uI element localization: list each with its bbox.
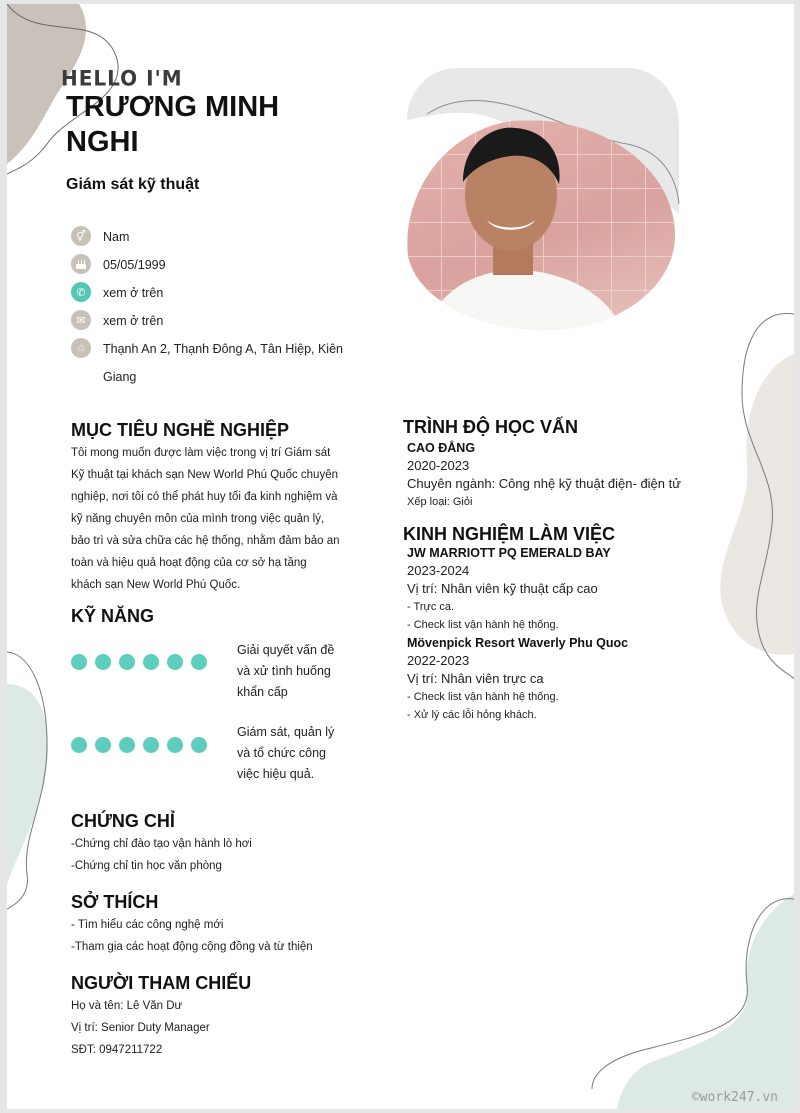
rating-dot (119, 654, 135, 670)
personal-info (71, 226, 361, 394)
education-years: 2020-2023 (407, 458, 470, 473)
info-email: ✉ xem ở trên (71, 310, 361, 332)
rating-dot (191, 654, 207, 670)
info-address: ⌂ Thạnh An 2, Thạnh Đông A, Tân Hiệp, Kiên Giang (71, 338, 361, 388)
job-task: - Trực ca. (407, 601, 455, 613)
rating-dot (191, 737, 207, 753)
rating-dot (167, 737, 183, 753)
full-name: TRƯƠNG MINH NGHI (66, 91, 280, 158)
job-position: Vị trí: Nhân viên kỹ thuật cấp cao (407, 581, 598, 596)
hobbies-title: SỞ THÍCH (71, 892, 159, 912)
skill-label-2: Giám sát, quản lý và tổ chức công việc hiệu quả. (237, 725, 335, 781)
rating-dot (143, 737, 159, 753)
rating-dot (95, 737, 111, 753)
skill-rating-2 (71, 737, 215, 753)
references-title: NGƯỜI THAM CHIẾU (71, 973, 252, 993)
education-title: TRÌNH ĐỘ HỌC VẤN (403, 417, 578, 437)
cv-page (7, 4, 794, 1109)
profile-photo (407, 120, 675, 330)
references-list: Họ và tên: Lê Văn Dư Vị trí: Senior Duty Manager SĐT: 0947211722 (71, 1000, 210, 1056)
home-icon: ⌂ (71, 338, 91, 358)
job-task: - Xử lý các lỗi hỏng khách. (407, 709, 537, 721)
skill-rating-1 (71, 654, 215, 670)
experience-job-2 (407, 634, 767, 724)
job-years: 2023-2024 (407, 563, 470, 578)
job-task: - Check list vận hành hệ thống. (407, 619, 559, 631)
company-name: Mövenpick Resort Waverly Phu Quoc (407, 636, 629, 650)
education-rank: Xếp loại: Giỏi (407, 496, 473, 508)
info-gender: ⚥ Nam (71, 226, 361, 248)
career-goal-text: Tôi mong muốn được làm việc trong vị trí Giám sát Kỹ thuật tại khách sạn New World Phú Quốc chuyên nghiệp, nơi tôi có thể phát huy tối đa kinh nghiệm và kỹ năng chuyên môn của mình trong việc quản lý, bảo trì và sửa chữa các hệ thống, nhằm đảm bảo an toàn và hiệu quả hoạt động của cơ sở hạ tầng khách sạn New World Phú Quốc. (71, 447, 340, 591)
rating-dot (119, 737, 135, 753)
school-level: CAO ĐẲNG (407, 441, 476, 455)
info-birthday: 05/05/1999 (71, 254, 361, 276)
certificates-list: -Chứng chỉ đào tạo vận hành lò hơi -Chứng chỉ tin học văn phòng (71, 838, 252, 872)
birthday-cake-icon (71, 254, 91, 274)
watermark: ©work247.vn (691, 1090, 778, 1105)
rating-dot (143, 654, 159, 670)
skills-title: KỸ NĂNG (71, 606, 155, 626)
rating-dot (71, 737, 87, 753)
job-task: - Check list vận hành hệ thống. (407, 691, 559, 703)
rating-dot (167, 654, 183, 670)
skill-label-1: Giải quyết vấn đề và xử tình huống khẩn cấp (237, 643, 335, 699)
hello-greeting: HELLO I'M (61, 65, 183, 91)
job-position: Vị trí: Nhân viên trực ca (407, 671, 544, 686)
education-details (407, 439, 767, 511)
info-phone: ✆ xem ở trên (71, 282, 361, 304)
job-title: Giám sát kỹ thuật (66, 176, 200, 193)
experience-job-1 (407, 544, 767, 634)
career-goal-title: MỤC TIÊU NGHỀ NGHIỆP (71, 420, 290, 440)
certificates-title: CHỨNG CHỈ (71, 811, 175, 831)
experience-title: KINH NGHIỆM LÀM VIỆC (403, 524, 616, 544)
hobbies-list: - Tìm hiểu các công nghệ mới -Tham gia các hoạt động cộng đồng và từ thiện (71, 919, 313, 953)
job-years: 2022-2023 (407, 653, 470, 668)
gender-icon: ⚥ (71, 226, 91, 246)
rating-dot (71, 654, 87, 670)
rating-dot (95, 654, 111, 670)
phone-icon: ✆ (71, 282, 91, 302)
email-icon: ✉ (71, 310, 91, 330)
education-major: Chuyên ngành: Công nhệ kỹ thuật điện- điện tử (407, 476, 681, 491)
company-name: JW MARRIOTT PQ EMERALD BAY (407, 546, 611, 560)
